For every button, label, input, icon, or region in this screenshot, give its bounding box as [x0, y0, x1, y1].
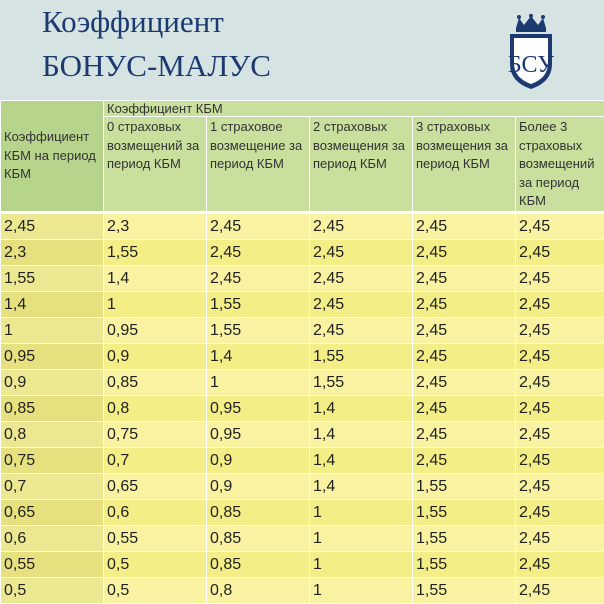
kbm-value-cell: 2,3 [104, 212, 207, 239]
group-header: Коэффициент КБМ [104, 101, 604, 117]
column-header-text: 0 страховых возмещений за период КБМ [107, 119, 200, 171]
kbm-value-cell: 2,45 [207, 265, 310, 291]
kbm-value-cell: 2,45 [516, 317, 604, 343]
table-row [1, 421, 604, 447]
kbm-value-cell: 0,5 [104, 577, 207, 603]
kbm-value-cell: 1,55 [310, 343, 413, 369]
kbm-value-cell: 0,95 [207, 395, 310, 421]
column-header [516, 117, 604, 213]
kbm-value-cell: 0,75 [104, 421, 207, 447]
kbm-value-cell: 1,55 [413, 499, 516, 525]
column-header-text: 3 страховых возмещения за период КБМ [416, 119, 509, 171]
kbm-value-cell: 2,45 [516, 291, 604, 317]
crown-shield-logo-icon [506, 14, 556, 90]
kbm-value-cell: 1 [310, 551, 413, 577]
title-line-2: БОНУС-МАЛУС [42, 48, 271, 83]
kbm-value-cell: 0,95 [104, 317, 207, 343]
kbm-value-cell: 2,45 [413, 395, 516, 421]
kbm-value-cell: 0,85 [207, 525, 310, 551]
kbm-period-cell: 0,85 [1, 395, 104, 421]
kbm-value-cell: 2,45 [310, 265, 413, 291]
table-row [1, 499, 604, 525]
table-row [1, 577, 604, 603]
table-row [1, 551, 604, 577]
kbm-period-cell: 2,45 [1, 212, 104, 239]
kbm-value-cell: 2,45 [516, 343, 604, 369]
table-row [1, 525, 604, 551]
kbm-value-cell: 2,45 [413, 369, 516, 395]
kbm-value-cell: 2,45 [310, 291, 413, 317]
column-header [207, 117, 310, 213]
kbm-value-cell: 0,8 [104, 395, 207, 421]
column-header [310, 117, 413, 213]
kbm-value-cell: 0,9 [207, 473, 310, 499]
kbm-period-cell: 0,6 [1, 525, 104, 551]
column-header-text: 1 страховое возмещение за период КБМ [210, 119, 303, 171]
table-body [1, 212, 604, 603]
kbm-value-cell: 0,55 [104, 525, 207, 551]
table-row [1, 265, 604, 291]
kbm-value-cell: 1 [310, 577, 413, 603]
kbm-value-cell: 0,8 [207, 577, 310, 603]
kbm-value-cell: 0,95 [207, 421, 310, 447]
table-row [1, 473, 604, 499]
kbm-value-cell: 1,4 [310, 395, 413, 421]
kbm-value-cell: 1 [104, 291, 207, 317]
kbm-value-cell: 0,7 [104, 447, 207, 473]
kbm-table [0, 100, 604, 604]
kbm-period-cell: 0,8 [1, 421, 104, 447]
kbm-value-cell: 2,45 [310, 212, 413, 239]
table-row [1, 239, 604, 265]
kbm-value-cell: 1,4 [310, 447, 413, 473]
kbm-value-cell: 2,45 [413, 317, 516, 343]
kbm-value-cell: 2,45 [516, 551, 604, 577]
kbm-period-cell: 0,55 [1, 551, 104, 577]
table-row [1, 395, 604, 421]
row-header-cell [1, 101, 104, 213]
kbm-value-cell: 2,45 [207, 239, 310, 265]
kbm-value-cell: 2,45 [413, 421, 516, 447]
kbm-value-cell: 1,55 [413, 551, 516, 577]
kbm-value-cell: 1 [310, 499, 413, 525]
kbm-value-cell: 2,45 [413, 447, 516, 473]
kbm-value-cell: 2,45 [516, 577, 604, 603]
page-header [0, 0, 604, 100]
kbm-value-cell: 2,45 [207, 212, 310, 239]
kbm-value-cell: 2,45 [413, 265, 516, 291]
kbm-value-cell: 2,45 [516, 239, 604, 265]
kbm-value-cell: 2,45 [310, 317, 413, 343]
table-row [1, 291, 604, 317]
kbm-value-cell: 1,4 [310, 473, 413, 499]
kbm-value-cell: 2,45 [516, 525, 604, 551]
column-header-text: 2 страховых возмещения за период КБМ [313, 119, 406, 171]
table-row [1, 317, 604, 343]
kbm-value-cell: 1 [310, 525, 413, 551]
kbm-value-cell: 2,45 [516, 265, 604, 291]
kbm-value-cell: 1,55 [413, 525, 516, 551]
table-row [1, 343, 604, 369]
table-row [1, 447, 604, 473]
kbm-period-cell: 0,7 [1, 473, 104, 499]
kbm-value-cell: 2,45 [516, 447, 604, 473]
kbm-value-cell: 2,45 [413, 343, 516, 369]
kbm-value-cell: 2,45 [310, 239, 413, 265]
kbm-value-cell: 1,4 [207, 343, 310, 369]
kbm-period-cell: 0,95 [1, 343, 104, 369]
kbm-value-cell: 0,65 [104, 473, 207, 499]
kbm-value-cell: 1 [207, 369, 310, 395]
kbm-value-cell: 2,45 [413, 212, 516, 239]
table-row [1, 212, 604, 239]
kbm-value-cell: 1,55 [310, 369, 413, 395]
kbm-value-cell: 2,45 [516, 499, 604, 525]
kbm-value-cell: 0,85 [104, 369, 207, 395]
kbm-value-cell: 2,45 [516, 473, 604, 499]
kbm-value-cell: 0,85 [207, 551, 310, 577]
kbm-value-cell: 0,5 [104, 551, 207, 577]
kbm-value-cell: 2,45 [516, 212, 604, 239]
kbm-period-cell: 1,4 [1, 291, 104, 317]
kbm-value-cell: 0,85 [207, 499, 310, 525]
table-row [1, 369, 604, 395]
row-header-text: Коэффициент КБМ на период КБМ [4, 129, 96, 181]
kbm-value-cell: 0,9 [207, 447, 310, 473]
kbm-value-cell: 1,4 [104, 265, 207, 291]
kbm-period-cell: 0,65 [1, 499, 104, 525]
kbm-value-cell: 1,55 [207, 291, 310, 317]
kbm-value-cell: 1,4 [310, 421, 413, 447]
kbm-value-cell: 1,55 [207, 317, 310, 343]
kbm-period-cell: 2,3 [1, 239, 104, 265]
kbm-value-cell: 1,55 [413, 473, 516, 499]
kbm-period-cell: 0,9 [1, 369, 104, 395]
kbm-value-cell: 1,55 [413, 577, 516, 603]
column-header [104, 117, 207, 213]
column-header [413, 117, 516, 213]
column-header-text: Более 3 страховых возмещений за период КБМ [519, 119, 595, 208]
kbm-period-cell: 1 [1, 317, 104, 343]
title-line-1: Коэффициент [42, 4, 224, 39]
kbm-period-cell: 0,75 [1, 447, 104, 473]
logo-letters: БСУ [507, 52, 555, 78]
kbm-value-cell: 2,45 [413, 291, 516, 317]
kbm-value-cell: 2,45 [516, 421, 604, 447]
kbm-value-cell: 2,45 [516, 369, 604, 395]
kbm-value-cell: 0,9 [104, 343, 207, 369]
kbm-value-cell: 0,6 [104, 499, 207, 525]
kbm-value-cell: 2,45 [516, 395, 604, 421]
kbm-period-cell: 1,55 [1, 265, 104, 291]
kbm-value-cell: 1,55 [104, 239, 207, 265]
kbm-value-cell: 2,45 [413, 239, 516, 265]
kbm-period-cell: 0,5 [1, 577, 104, 603]
